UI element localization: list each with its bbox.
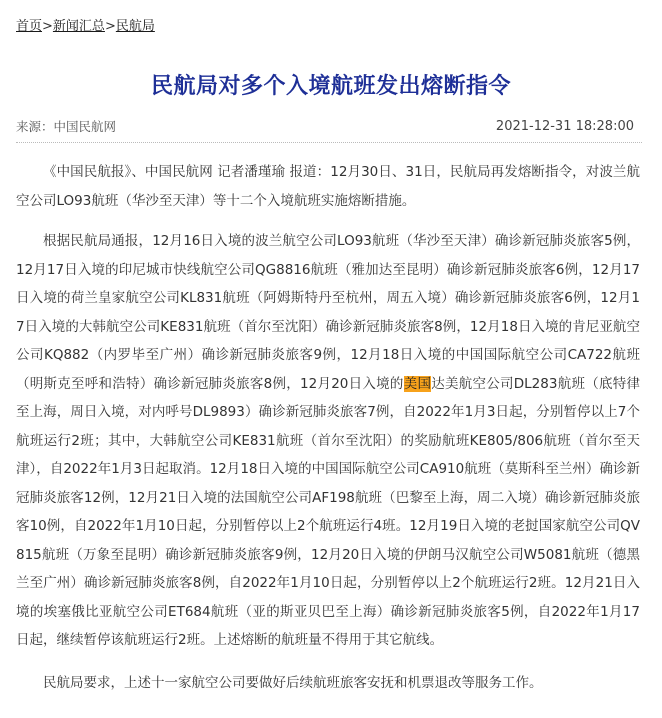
meta-divider bbox=[16, 142, 642, 143]
article-source: 来源：中国民航网 bbox=[16, 119, 117, 134]
breadcrumb-link-home[interactable]: 首页 bbox=[16, 19, 43, 34]
article-body bbox=[16, 158, 640, 711]
article-meta bbox=[16, 117, 634, 137]
search-highlight: 美国 bbox=[403, 375, 432, 392]
paragraph-text-before: 根据民航局通报，12月16日入境的波兰航空公司LO93航班（华沙至天津）确诊新冠肺炎旅客5例，12月17日入境的印尼城市快线航空公司QG8816航班（雅加达至昆明）确诊新冠肺炎旅客6例，12月17日入境的荷兰皇家航空公司KL831航班（阿姆斯特丹至杭州，周五入境）确诊新冠肺炎旅客6例，12月17日入境的大韩航空公司KE831航班（首尔至沈阳）确诊新冠肺炎旅客8例，12月18日入境的肯尼亚航空公司KQ882（内罗毕至广州）确诊新冠肺炎旅客9例，12月18日入境的中国国际航空公司CA722航班（明斯克至呼和浩特）确诊新冠肺炎旅客8例，12月20日入境的 bbox=[16, 233, 640, 392]
article-datetime: 2021-12-31 18:28:00 bbox=[495, 119, 634, 134]
breadcrumb-link-caac[interactable]: 民航局 bbox=[115, 19, 155, 34]
article-paragraph-intro: 《中国民航报》、中国民航网 记者潘瑾瑜 报道：12月30日、31日，民航局再发熔断指令，对波兰航空公司LO93航班（华沙至天津）等十二个入境航班实施熔断措施。 bbox=[16, 164, 640, 209]
breadcrumb bbox=[16, 18, 155, 36]
paragraph-text-after: 达美航空公司DL283航班（底特律至上海，周日入境，对内呼号DL9893）确诊新冠肺炎旅客7例，自2022年1月3日起，分别暂停以上7个航班运行2班；其中，大韩航空公司KE831航班（首尔至沈阳）的奖励航班KE805/806航班（首尔至天津），自2022年1月3日起取消。12月18日入境的中国国际航空公司CA910航班（莫斯科至兰州）确诊新冠肺炎旅客12例，12月21日入境的法国航空公司AF198航班（巴黎至上海，周二入境）确诊新冠肺炎旅客10例，自2022年1月10日起，分别暂停以上2个航班运行4班。12月19日入境的老挝国家航空公司QV815航班（万象至昆明）确诊新冠肺炎旅客9例，12月20日入境的伊朗马汉航空公司W5081航班（德黑兰至广州）确诊新冠肺炎旅客8例，自2022年1月10日起，分别暂停以上2个航班运行2班。12月21日入境的埃塞俄比亚航空公司ET684航班（亚的斯亚贝巴至上海）确诊新冠肺炎旅客5例，自2022年1月17日起，继续暂停该航班运行2班。上述熔断的航班量不得用于其它航线。 bbox=[16, 375, 641, 648]
breadcrumb-link-news[interactable]: 新闻汇总 bbox=[52, 19, 105, 34]
breadcrumb-separator: > bbox=[42, 19, 53, 34]
article-title: 民航局对多个入境航班发出熔断指令 bbox=[150, 73, 511, 99]
breadcrumb-separator: > bbox=[104, 19, 116, 34]
article-paragraph-details bbox=[16, 227, 640, 655]
article-paragraph-requirement: 民航局要求，上述十一家航空公司要做好后续航班旅客安抚和机票退改等服务工作。 bbox=[43, 674, 543, 691]
